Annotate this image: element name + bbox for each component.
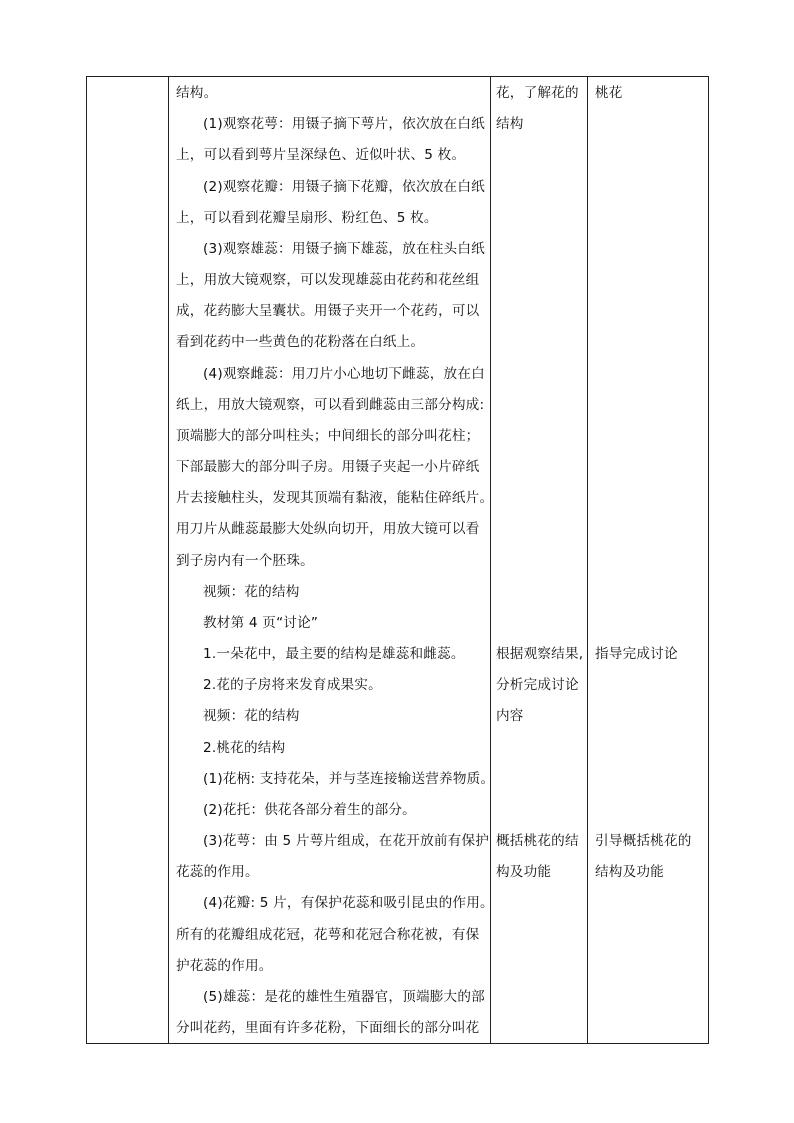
content-line: 到子房内有一个胚珠。 xyxy=(176,553,314,569)
student-activity-line: 内容 xyxy=(496,708,524,724)
content-line: (1)观察花萼：用镊子摘下萼片，依次放在白纸 xyxy=(203,116,485,132)
teacher-activity-cell xyxy=(588,77,709,1044)
content-line: 上，可以看到萼片呈深绿色、近似叶状、5 枚。 xyxy=(176,147,466,163)
content-line: 视频：花的结构 xyxy=(203,584,300,600)
content-line: (5)雄蕊：是花的雄性生殖器官，顶端膨大的部 xyxy=(203,989,485,1005)
content-line: 护花蕊的作用。 xyxy=(176,958,273,974)
table-row xyxy=(87,77,709,1044)
content-line: 2.桃花的结构 xyxy=(203,740,286,756)
content-line: (1)花柄: 支持花朵，并与茎连接输送营养物质。 xyxy=(203,771,495,787)
teacher-activity-line: 引导概括桃花的 xyxy=(595,833,692,849)
content-line: 看到花药中一些黄色的花粉落在白纸上。 xyxy=(176,334,425,350)
content-line: (4)观察雌蕊：用刀片小心地切下雌蕊，放在白 xyxy=(203,366,485,382)
content-line: 视频：花的结构 xyxy=(203,708,300,724)
content-line: 用刀片从雌蕊最膨大处纵向切开，用放大镜可以看 xyxy=(176,521,480,537)
content-line: 花蕊的作用。 xyxy=(176,864,259,880)
content-line: (2)观察花瓣：用镊子摘下花瓣，依次放在白纸 xyxy=(203,179,485,195)
teacher-activity-line: 结构及功能 xyxy=(595,864,664,880)
student-activity-line: 花，了解花的 xyxy=(496,85,579,101)
content-line: 片去接触柱头，发现其顶端有黏液，能粘住碎纸片。 xyxy=(176,490,494,506)
section-cell xyxy=(87,77,169,1044)
content-line: 教材第 4 页“讨论” xyxy=(203,615,319,631)
content-line: 结构。 xyxy=(176,85,218,101)
content-line: 成，花药膨大呈囊状。用镊子夹开一个花药，可以 xyxy=(176,303,480,319)
teacher-activity-line: 桃花 xyxy=(595,85,623,101)
teaching-content-cell xyxy=(169,77,495,1044)
student-activity-cell xyxy=(491,77,588,1044)
teacher-activity-line: 指导完成讨论 xyxy=(595,646,678,662)
content-line: 2.花的子房将来发育成果实。 xyxy=(203,677,382,693)
content-line: 所有的花瓣组成花冠，花萼和花冠合称花被，有保 xyxy=(176,927,480,943)
content-line: 下部最膨大的部分叫子房。用镊子夹起一小片碎纸 xyxy=(176,459,480,475)
student-activity-line: 构及功能 xyxy=(496,864,552,880)
student-activity-line: 结构 xyxy=(496,116,524,132)
student-activity-line: 概括桃花的结 xyxy=(496,833,579,849)
content-line: 上，用放大镜观察，可以发现雄蕊由花药和花丝组 xyxy=(176,272,480,288)
content-line: 纸上，用放大镜观察，可以看到雌蕊由三部分构成: xyxy=(176,397,485,413)
content-line: (2)花托：供花各部分着生的部分。 xyxy=(203,802,416,818)
content-line: 顶端膨大的部分叫柱头；中间细长的部分叫花柱； xyxy=(176,428,480,444)
student-activity-line: 分析完成讨论 xyxy=(496,677,579,693)
content-line: 1.一朵花中，最主要的结构是雄蕊和雌蕊。 xyxy=(203,646,465,662)
content-line: 分叫花药，里面有许多花粉，下面细长的部分叫花 xyxy=(176,1020,480,1036)
student-activity-line: 根据观察结果, xyxy=(496,646,584,662)
content-line: (3)花萼：由 5 片萼片组成，在花开放前有保护 xyxy=(203,833,490,849)
content-line: (3)观察雄蕊：用镊子摘下雄蕊，放在柱头白纸 xyxy=(203,241,485,257)
content-line: 上，可以看到花瓣呈扇形、粉红色、5 枚。 xyxy=(176,210,438,226)
lesson-plan-table xyxy=(86,76,709,1044)
content-line: (4)花瓣: 5 片，有保护花蕊和吸引昆虫的作用。 xyxy=(203,895,494,911)
